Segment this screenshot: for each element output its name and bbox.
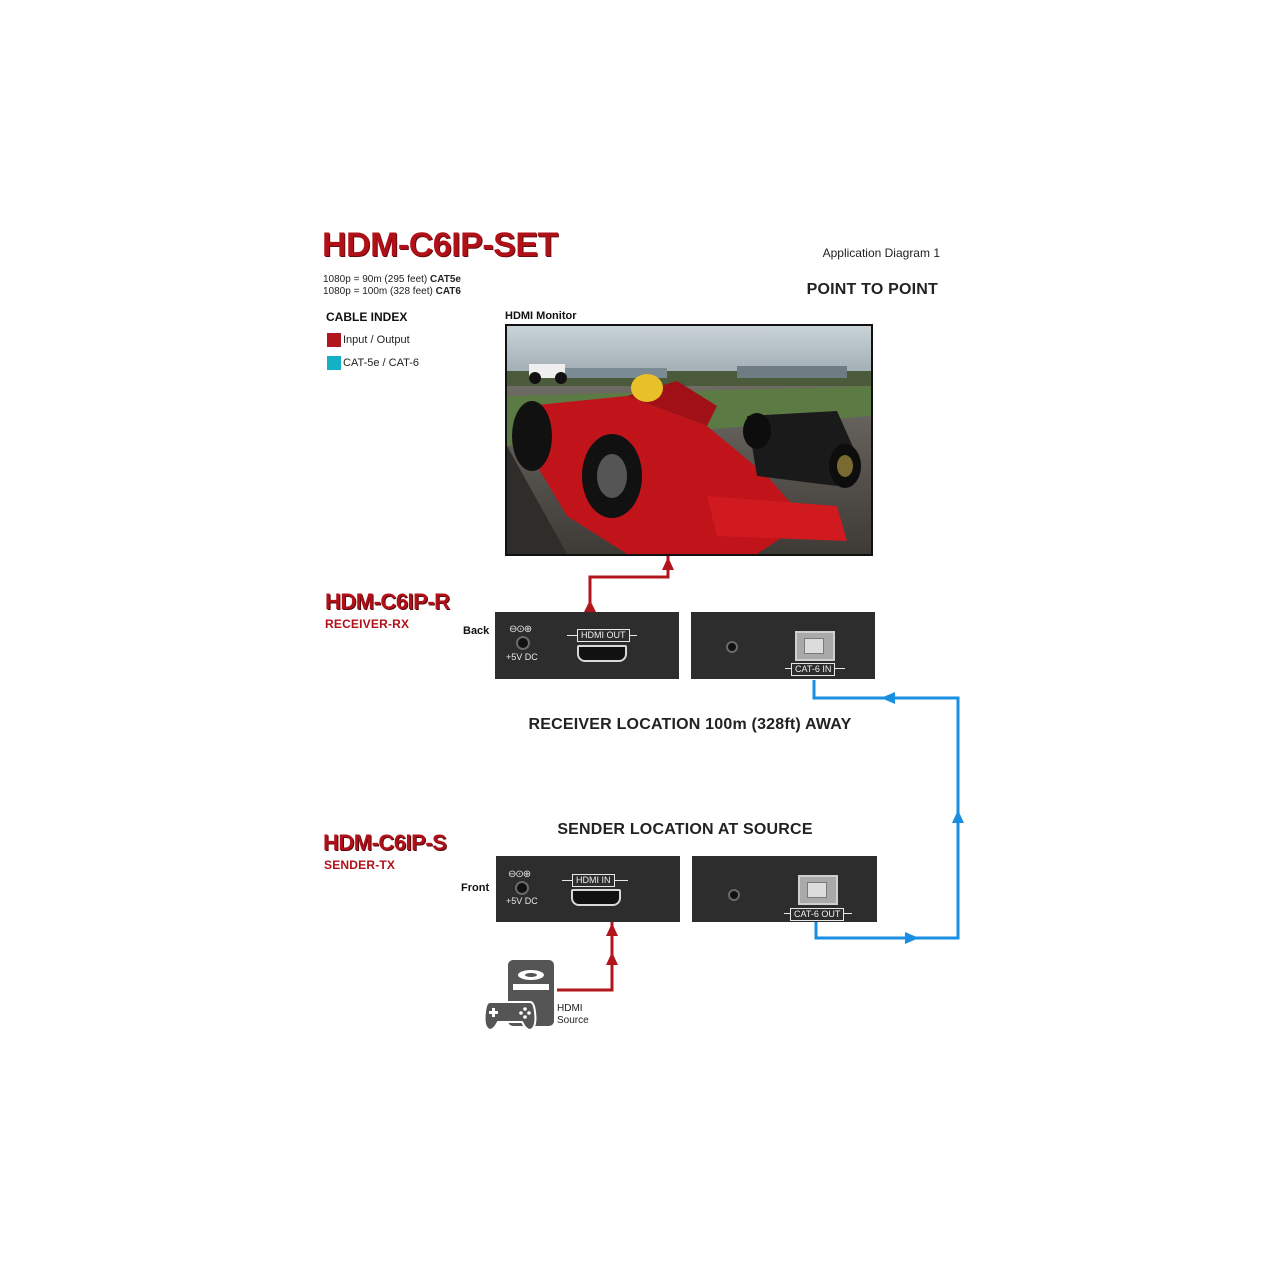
status-led bbox=[726, 641, 738, 653]
sender-side-label: Front bbox=[461, 882, 490, 894]
arrow-right-icon bbox=[905, 932, 919, 944]
source-line1: HDMI bbox=[557, 1003, 583, 1014]
sender-location-label: SENDER LOCATION AT SOURCE bbox=[557, 821, 813, 838]
spec-cable: CAT6 bbox=[435, 286, 461, 297]
hdmi-out-port[interactable] bbox=[577, 645, 627, 662]
dc-label: +5V DC bbox=[506, 652, 538, 662]
arrow-up-icon bbox=[952, 810, 964, 823]
sender-front-panel bbox=[496, 856, 680, 922]
diagram-title: HDM-C6IP-SET bbox=[322, 226, 558, 264]
arrow-up-icon bbox=[606, 952, 618, 965]
dc-label: +5V DC bbox=[506, 896, 538, 906]
receiver-cat-panel bbox=[691, 612, 875, 679]
sender-sub: SENDER-TX bbox=[324, 858, 396, 872]
receiver-back-panel bbox=[495, 612, 679, 679]
rj45-port[interactable] bbox=[798, 875, 838, 905]
source-line2: Source bbox=[557, 1015, 589, 1026]
hdmi-in-label: HDMI IN bbox=[572, 874, 615, 887]
application-diagram-label: Application Diagram 1 bbox=[822, 246, 940, 260]
cat6-in-label: CAT-6 IN bbox=[791, 663, 835, 676]
receiver-model: HDM-C6IP-R bbox=[325, 589, 450, 614]
legend-label: CAT-5e / CAT-6 bbox=[343, 357, 420, 369]
arrow-up-icon bbox=[584, 600, 596, 612]
cable-index-title: CABLE INDEX bbox=[326, 310, 408, 324]
arrow-left-icon bbox=[881, 692, 895, 704]
spec-cable: CAT5e bbox=[430, 274, 461, 285]
arrow-up-icon bbox=[662, 557, 674, 570]
receiver-side-label: Back bbox=[463, 625, 490, 637]
sender-model: HDM-C6IP-S bbox=[323, 830, 447, 855]
dc-polarity-icon: ⊖⊙⊕ bbox=[508, 869, 531, 880]
receiver-location-label: RECEIVER LOCATION 100m (328ft) AWAY bbox=[528, 716, 852, 733]
hdmi-in-port[interactable] bbox=[571, 889, 621, 906]
legend-label: Input / Output bbox=[343, 334, 410, 346]
dc-polarity-icon: ⊖⊙⊕ bbox=[509, 624, 532, 635]
status-led bbox=[728, 889, 740, 901]
hdmi-output-cable bbox=[590, 556, 668, 612]
receiver-sub: RECEIVER-RX bbox=[325, 617, 410, 631]
dc-power-jack[interactable] bbox=[516, 636, 530, 650]
monitor-label: HDMI Monitor bbox=[505, 310, 577, 322]
hdmi-out-label: HDMI OUT bbox=[577, 629, 630, 642]
spec-text: 1080p = 90m (295 feet) bbox=[323, 274, 428, 285]
rj45-port[interactable] bbox=[795, 631, 835, 661]
sender-cat-panel bbox=[692, 856, 877, 922]
cat6-out-label: CAT-6 OUT bbox=[790, 908, 844, 921]
spec-text: 1080p = 100m (328 feet) bbox=[323, 286, 433, 297]
mode-label: POINT TO POINT bbox=[806, 281, 938, 298]
source-label bbox=[557, 1003, 589, 1027]
bluray-console-icon bbox=[482, 958, 558, 1034]
arrow-up-icon bbox=[606, 923, 618, 936]
hdmi-input-cable bbox=[557, 922, 612, 990]
dc-power-jack[interactable] bbox=[515, 881, 529, 895]
